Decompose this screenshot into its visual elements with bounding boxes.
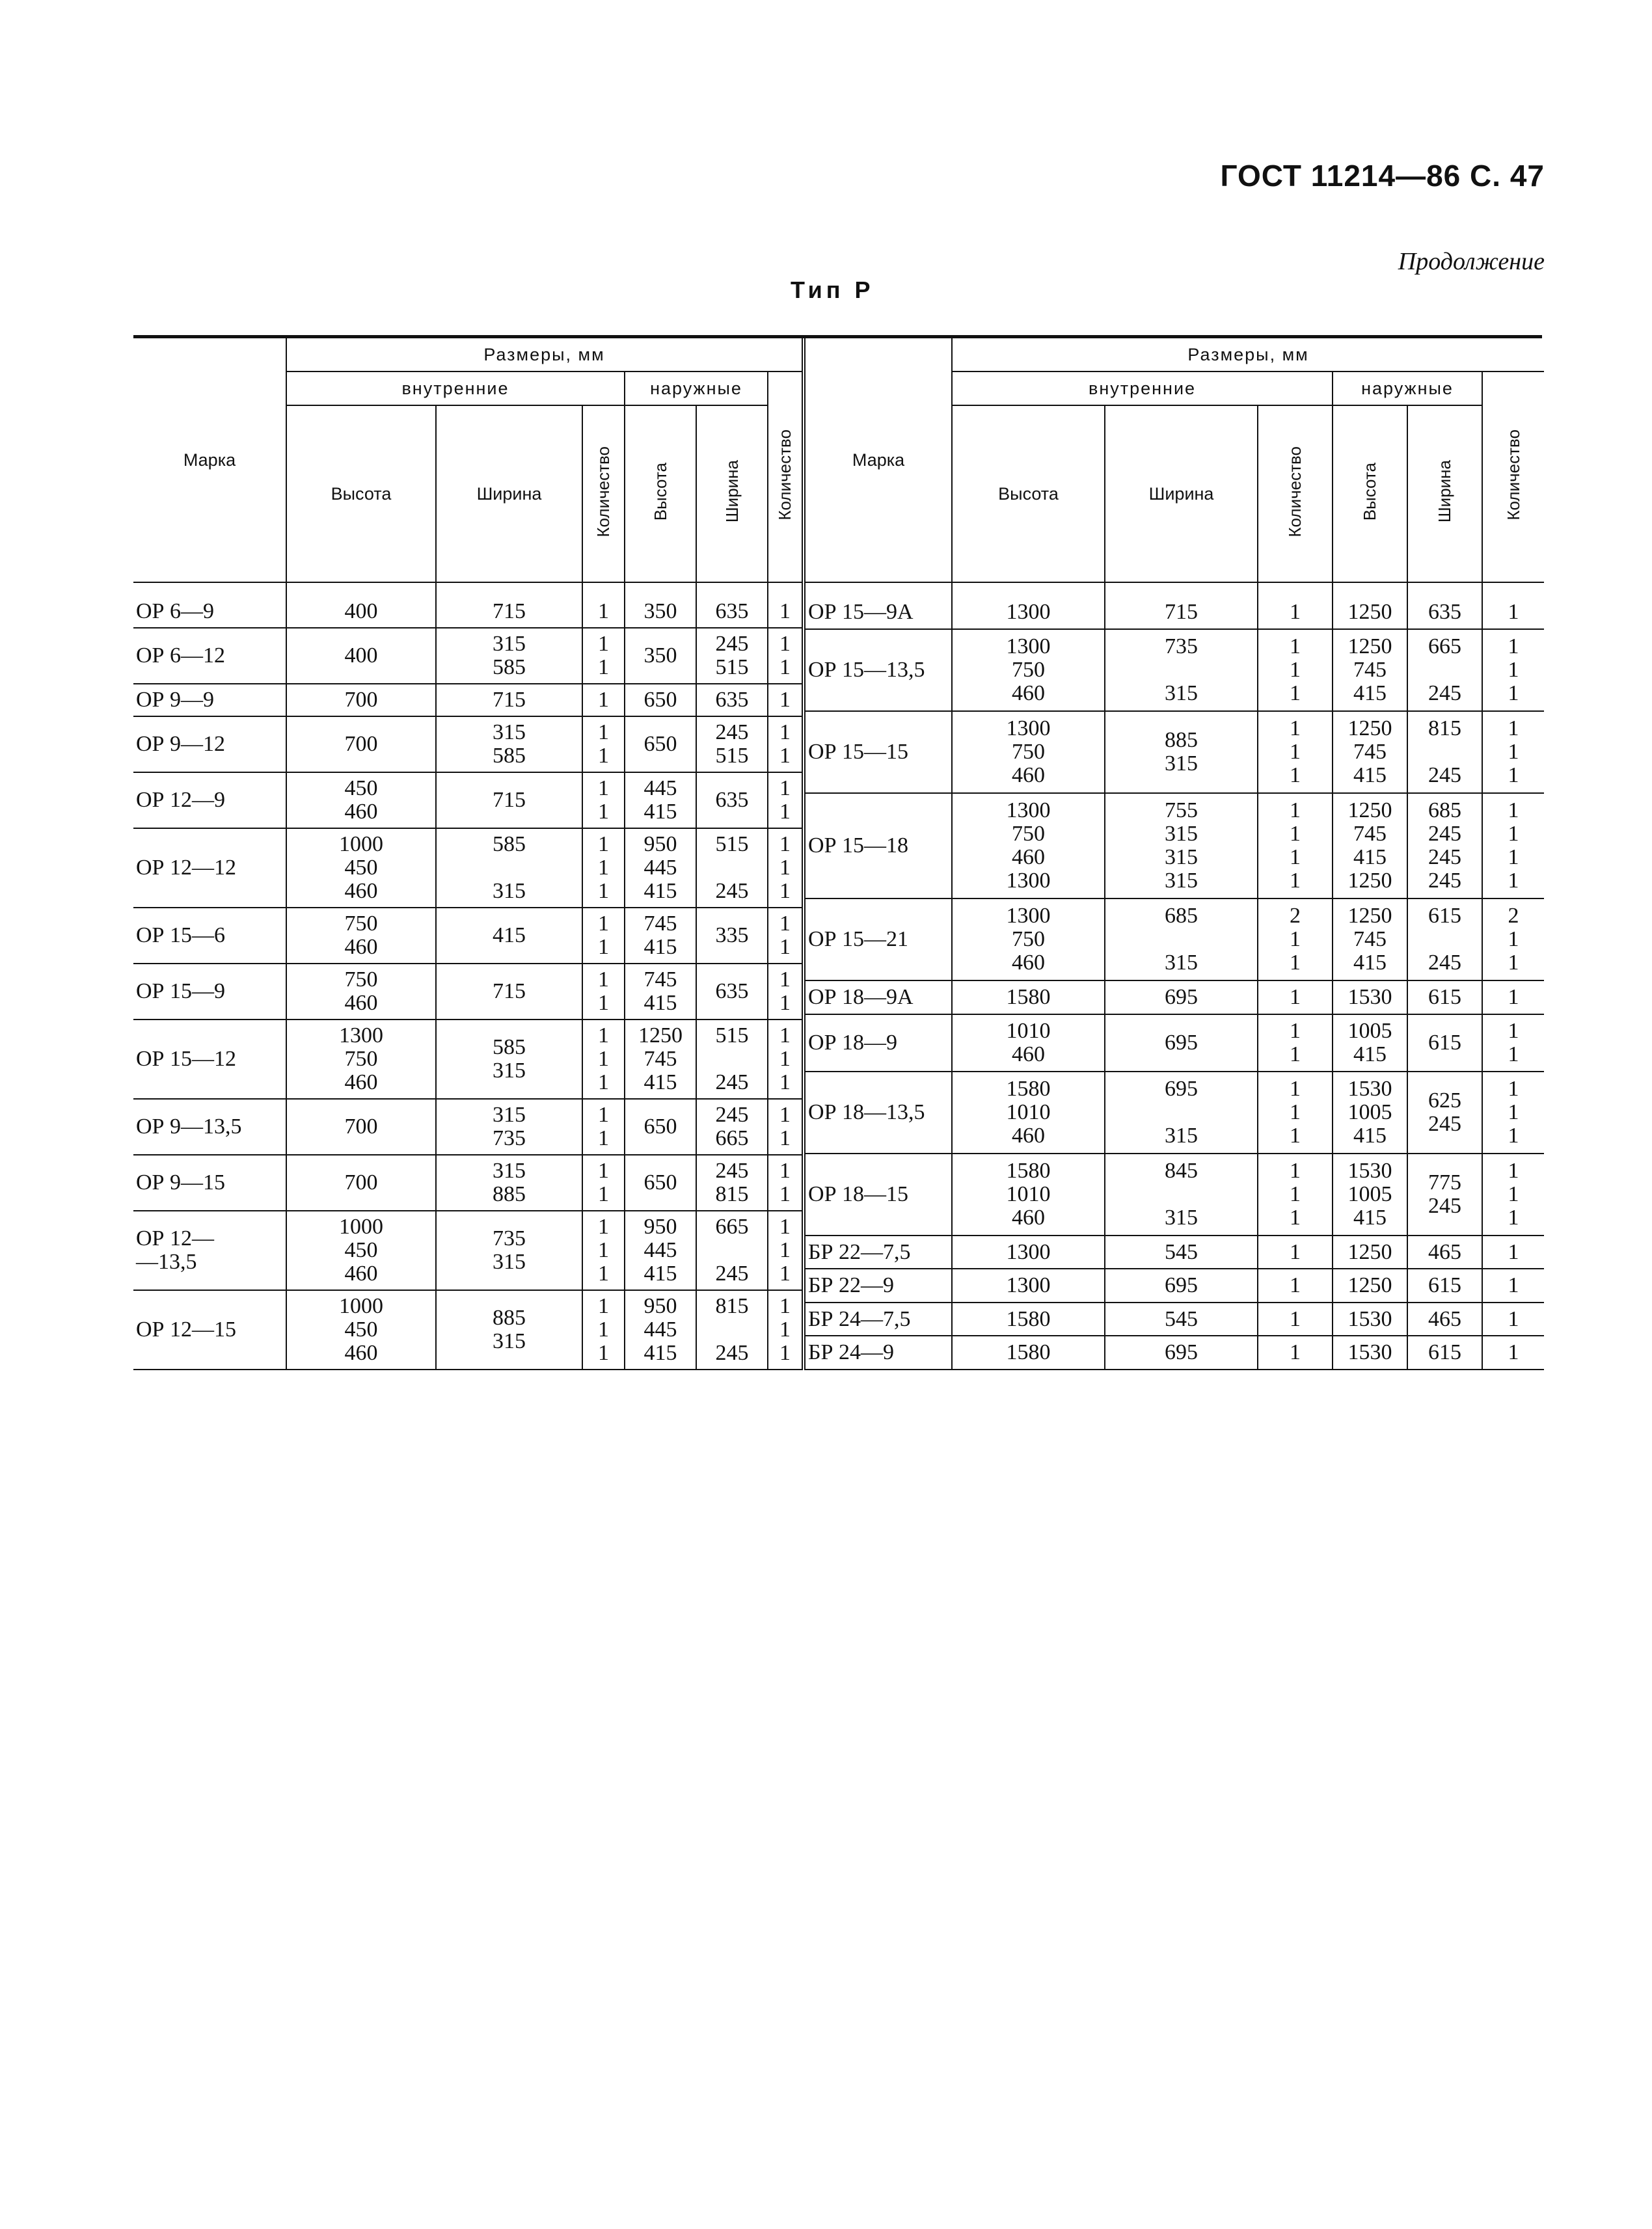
inner-width-cell: 315 585 [436,628,582,684]
outer-height-cell: 950 445 415 [625,1211,696,1290]
outer-count-cell: 1 [1482,980,1544,1014]
outer-height-cell: 350 [625,582,696,628]
inner-height-cell: 700 [286,1099,436,1155]
mark-cell: ОР 15—6 [133,908,286,964]
inner-height-cell: 1580 [952,1303,1105,1336]
inner-count-cell: 1 1 1 1 [1258,793,1333,899]
mark-cell: БР 22—9 [806,1269,952,1303]
inner-count-cell: 1 1 1 [1258,629,1333,711]
inner-count-cell: 1 1 1 [582,1290,625,1370]
outer-count-cell: 1 [1482,1303,1544,1336]
outer-width-cell: 635 [696,684,768,716]
mark-cell: ОР 15—9А [806,582,952,629]
outer-height-cell: 445 415 [625,772,696,828]
inner-count-cell: 1 1 [582,772,625,828]
inner-count-cell: 1 1 [582,628,625,684]
table-row [806,898,1544,980]
outer-count-cell: 2 1 1 [1482,898,1544,980]
inner-width-cell: 845 315 [1105,1154,1258,1236]
mark-cell: БР 22—7,5 [806,1236,952,1269]
outer-count-cell: 1 1 1 [768,828,804,908]
mark-cell: ОР 12— —13,5 [133,1211,286,1290]
outer-width-cell: 465 [1407,1236,1482,1269]
header-inner-height: Высота [952,405,1105,582]
dimensions-tables [133,335,1542,1370]
table-row [133,1155,804,1211]
outer-height-cell: 1250 745 415 [1333,898,1407,980]
dimensions-table-left [133,338,806,1370]
mark-cell: ОР 12—12 [133,828,286,908]
inner-height-cell: 1000 450 460 [286,828,436,908]
outer-width-cell: 615 [1407,1014,1482,1072]
inner-count-cell: 1 1 1 [582,1020,625,1099]
inner-height-cell: 1300 750 460 [286,1020,436,1099]
inner-width-cell: 685 315 [1105,898,1258,980]
inner-height-cell: 1300 [952,582,1105,629]
header-outer: наружные [625,372,768,405]
outer-height-cell: 1250 [1333,582,1407,629]
header-inner: внутренние [952,372,1333,405]
outer-height-cell: 950 445 415 [625,828,696,908]
mark-cell: ОР 6—12 [133,628,286,684]
inner-height-cell: 450 460 [286,772,436,828]
outer-width-cell: 615 [1407,1336,1482,1370]
inner-height-cell: 1300 [952,1269,1105,1303]
mark-cell: ОР 9—9 [133,684,286,716]
outer-count-cell: 1 1 1 [768,1290,804,1370]
mark-cell: ОР 15—13,5 [806,629,952,711]
inner-width-cell: 315 885 [436,1155,582,1211]
mark-cell: ОР 15—12 [133,1020,286,1099]
mark-cell: ОР 12—15 [133,1290,286,1370]
mark-cell: ОР 9—15 [133,1155,286,1211]
inner-count-cell: 1 1 [582,1155,625,1211]
outer-count-cell: 1 1 [768,772,804,828]
outer-width-cell: 635 [696,964,768,1020]
outer-count-cell: 1 1 1 1 [1482,793,1544,899]
inner-count-cell: 1 1 1 [1258,1072,1333,1154]
inner-height-cell: 700 [286,716,436,772]
outer-width-cell: 515 245 [696,828,768,908]
inner-height-cell: 1000 450 460 [286,1290,436,1370]
mark-cell: БР 24—9 [806,1336,952,1370]
header-inner-count: Количество [582,405,625,582]
table-body-left [133,582,804,1370]
table-row [133,716,804,772]
continuation-label: Продолжение [1398,248,1545,275]
outer-width-cell: 615 [1407,980,1482,1014]
header-outer-count: Количество [768,372,804,582]
inner-count-cell: 1 1 1 [1258,711,1333,793]
header-sizes: Размеры, мм [952,338,1544,372]
header-inner-width: Ширина [1105,405,1258,582]
inner-count-cell: 1 1 [582,908,625,964]
mark-cell: ОР 9—12 [133,716,286,772]
outer-count-cell: 1 1 [768,1155,804,1211]
inner-count-cell: 1 [1258,980,1333,1014]
outer-width-cell: 615 [1407,1269,1482,1303]
outer-height-cell: 1530 [1333,1303,1407,1336]
outer-height-cell: 650 [625,684,696,716]
inner-count-cell: 1 1 1 [1258,1154,1333,1236]
outer-height-cell: 745 415 [625,964,696,1020]
table-row [806,1303,1544,1336]
inner-width-cell: 315 585 [436,716,582,772]
inner-count-cell: 1 [582,684,625,716]
outer-count-cell: 1 1 1 [768,1020,804,1099]
inner-width-cell: 545 [1105,1236,1258,1269]
outer-height-cell: 1250 745 415 [1333,629,1407,711]
table-row [133,628,804,684]
outer-width-cell: 615 245 [1407,898,1482,980]
outer-width-cell: 625 245 [1407,1072,1482,1154]
inner-height-cell: 700 [286,1155,436,1211]
mark-cell: ОР 12—9 [133,772,286,828]
table-row [806,1014,1544,1072]
inner-width-cell: 545 [1105,1303,1258,1336]
outer-width-cell: 665 245 [696,1211,768,1290]
mark-cell: ОР 9—13,5 [133,1099,286,1155]
mark-cell: ОР 15—21 [806,898,952,980]
inner-width-cell: 885 315 [436,1290,582,1370]
outer-height-cell: 350 [625,628,696,684]
outer-height-cell: 745 415 [625,908,696,964]
inner-width-cell: 695 [1105,1336,1258,1370]
header-outer-width: Ширина [696,405,768,582]
outer-count-cell: 1 [1482,1269,1544,1303]
outer-height-cell: 1005 415 [1333,1014,1407,1072]
inner-width-cell: 415 [436,908,582,964]
outer-count-cell: 1 1 [768,716,804,772]
inner-width-cell: 735 315 [1105,629,1258,711]
inner-height-cell: 1300 [952,1236,1105,1269]
table-row [806,711,1544,793]
inner-count-cell: 2 1 1 [1258,898,1333,980]
table-row [806,793,1544,899]
inner-width-cell: 695 [1105,980,1258,1014]
outer-width-cell: 665 245 [1407,629,1482,711]
mark-cell: БР 24—7,5 [806,1303,952,1336]
inner-height-cell: 400 [286,628,436,684]
inner-count-cell: 1 1 [1258,1014,1333,1072]
outer-width-cell: 245 815 [696,1155,768,1211]
table-row [133,1211,804,1290]
mark-cell: ОР 18—15 [806,1154,952,1236]
inner-height-cell: 1580 1010 460 [952,1154,1105,1236]
outer-height-cell: 1250 745 415 [1333,711,1407,793]
header-mark: Марка [133,338,286,582]
outer-count-cell: 1 1 [768,628,804,684]
outer-width-cell: 635 [1407,582,1482,629]
outer-height-cell: 1250 [1333,1236,1407,1269]
header-sizes: Размеры, мм [286,338,804,372]
outer-count-cell: 1 [1482,582,1544,629]
inner-height-cell: 1300 750 460 1300 [952,793,1105,899]
outer-width-cell: 245 515 [696,716,768,772]
inner-count-cell: 1 [582,582,625,628]
inner-height-cell: 1300 750 460 [952,898,1105,980]
inner-height-cell: 750 460 [286,908,436,964]
inner-height-cell: 700 [286,684,436,716]
inner-count-cell: 1 [1258,1269,1333,1303]
outer-width-cell: 635 [696,772,768,828]
table-row [133,772,804,828]
inner-count-cell: 1 [1258,1236,1333,1269]
outer-count-cell: 1 [768,582,804,628]
mark-cell: ОР 15—15 [806,711,952,793]
table-row [806,1269,1544,1303]
outer-count-cell: 1 1 1 [1482,1154,1544,1236]
outer-width-cell: 515 245 [696,1020,768,1099]
inner-width-cell: 695 [1105,1014,1258,1072]
inner-width-cell: 755 315 315 315 [1105,793,1258,899]
table-row [133,1020,804,1099]
mark-cell: ОР 18—9А [806,980,952,1014]
document-header: ГОСТ 11214—86 С. 47 [1220,159,1545,193]
header-outer-height: Высота [625,405,696,582]
outer-width-cell: 815 245 [1407,711,1482,793]
outer-width-cell: 245 515 [696,628,768,684]
dimensions-table-right [806,338,1544,1370]
outer-height-cell: 1530 [1333,980,1407,1014]
inner-width-cell: 585 315 [436,828,582,908]
table-row [133,828,804,908]
outer-count-cell: 1 [1482,1336,1544,1370]
outer-count-cell: 1 1 [768,908,804,964]
outer-height-cell: 1250 745 415 [625,1020,696,1099]
table-row [806,629,1544,711]
outer-width-cell: 815 245 [696,1290,768,1370]
table-row [806,1154,1544,1236]
header-mark: Марка [806,338,952,582]
outer-count-cell: 1 1 [768,964,804,1020]
outer-count-cell: 1 1 1 [1482,1072,1544,1154]
outer-count-cell: 1 1 1 [1482,711,1544,793]
inner-width-cell: 315 735 [436,1099,582,1155]
outer-width-cell: 465 [1407,1303,1482,1336]
inner-height-cell: 1300 750 460 [952,629,1105,711]
table-row [806,1236,1544,1269]
outer-height-cell: 1530 1005 415 [1333,1072,1407,1154]
inner-count-cell: 1 1 [582,964,625,1020]
inner-height-cell: 1300 750 460 [952,711,1105,793]
inner-height-cell: 1010 460 [952,1014,1105,1072]
inner-height-cell: 1580 [952,980,1105,1014]
table-row [806,1072,1544,1154]
table-row [133,908,804,964]
outer-count-cell: 1 [1482,1236,1544,1269]
inner-count-cell: 1 1 1 [582,1211,625,1290]
inner-width-cell: 715 [436,684,582,716]
header-inner-count: Количество [1258,405,1333,582]
header-outer-height: Высота [1333,405,1407,582]
outer-count-cell: 1 1 1 [1482,629,1544,711]
inner-count-cell: 1 1 1 [582,828,625,908]
outer-width-cell: 775 245 [1407,1154,1482,1236]
table-row [133,1099,804,1155]
inner-height-cell: 1000 450 460 [286,1211,436,1290]
inner-height-cell: 1580 1010 460 [952,1072,1105,1154]
outer-count-cell: 1 1 1 [768,1211,804,1290]
inner-count-cell: 1 1 [582,716,625,772]
outer-width-cell: 245 665 [696,1099,768,1155]
inner-height-cell: 1580 [952,1336,1105,1370]
inner-width-cell: 715 [436,582,582,628]
outer-width-cell: 685 245 245 245 [1407,793,1482,899]
outer-width-cell: 335 [696,908,768,964]
table-row [133,1290,804,1370]
inner-width-cell: 585 315 [436,1020,582,1099]
table-row [133,964,804,1020]
table-row [806,582,1544,629]
outer-height-cell: 1530 [1333,1336,1407,1370]
inner-height-cell: 750 460 [286,964,436,1020]
header-outer-width: Ширина [1407,405,1482,582]
inner-width-cell: 735 315 [436,1211,582,1290]
inner-width-cell: 885 315 [1105,711,1258,793]
outer-height-cell: 1530 1005 415 [1333,1154,1407,1236]
mark-cell: ОР 18—13,5 [806,1072,952,1154]
header-inner-height: Высота [286,405,436,582]
inner-count-cell: 1 [1258,1336,1333,1370]
mark-cell: ОР 15—18 [806,793,952,899]
outer-height-cell: 1250 745 415 1250 [1333,793,1407,899]
outer-height-cell: 950 445 415 [625,1290,696,1370]
header-outer-count: Количество [1482,372,1544,582]
outer-height-cell: 1250 [1333,1269,1407,1303]
table-row [133,684,804,716]
table-row [133,582,804,628]
table-row [806,980,1544,1014]
header-inner: внутренние [286,372,625,405]
table-row [806,1336,1544,1370]
inner-width-cell: 695 [1105,1269,1258,1303]
inner-width-cell: 715 [1105,582,1258,629]
header-inner-width: Ширина [436,405,582,582]
inner-count-cell: 1 1 [582,1099,625,1155]
outer-height-cell: 650 [625,1155,696,1211]
outer-count-cell: 1 1 [1482,1014,1544,1072]
table-body-right [806,582,1544,1370]
mark-cell: ОР 15—9 [133,964,286,1020]
outer-height-cell: 650 [625,716,696,772]
inner-width-cell: 715 [436,964,582,1020]
header-outer: наружные [1333,372,1482,405]
inner-height-cell: 400 [286,582,436,628]
mark-cell: ОР 6—9 [133,582,286,628]
inner-width-cell: 715 [436,772,582,828]
type-title: Тип Р [791,277,874,303]
inner-count-cell: 1 [1258,1303,1333,1336]
outer-height-cell: 650 [625,1099,696,1155]
outer-width-cell: 635 [696,582,768,628]
inner-count-cell: 1 [1258,582,1333,629]
inner-width-cell: 695 315 [1105,1072,1258,1154]
outer-count-cell: 1 1 [768,1099,804,1155]
outer-count-cell: 1 [768,684,804,716]
mark-cell: ОР 18—9 [806,1014,952,1072]
